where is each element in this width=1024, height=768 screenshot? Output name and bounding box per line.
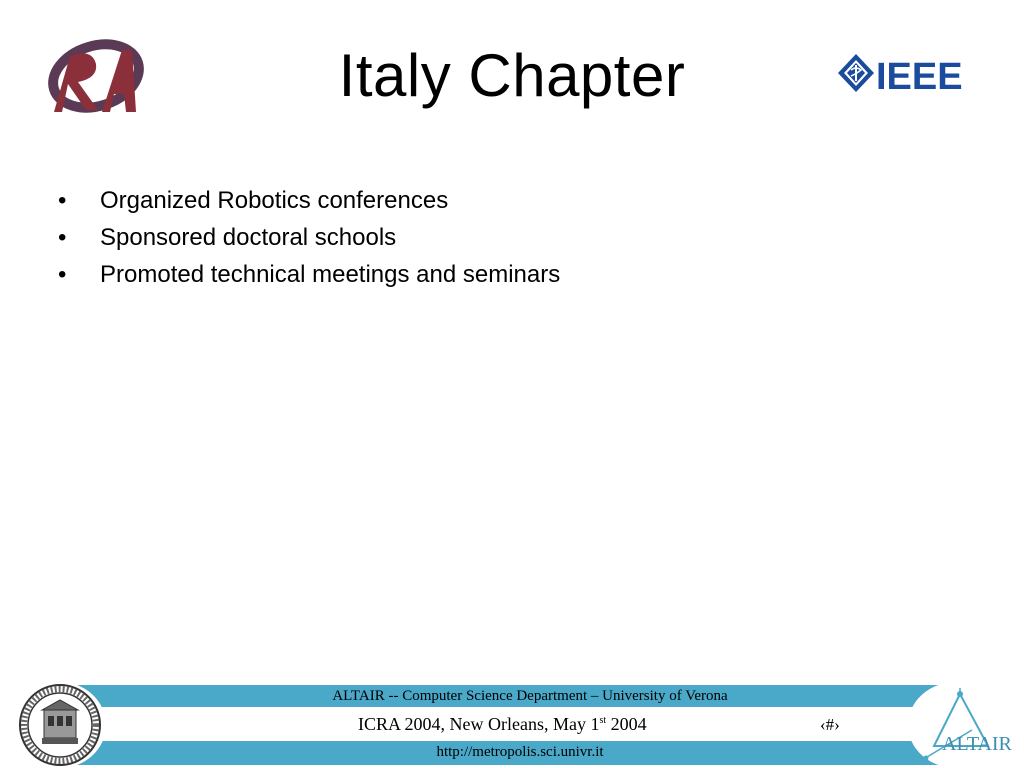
bullet-marker: • [58, 261, 67, 288]
altair-logo [912, 686, 1012, 766]
page-number: ‹#› [820, 715, 840, 734]
altair-text: ALTAIR [942, 733, 1012, 755]
bullet-text: Organized Robotics conferences [100, 187, 449, 214]
bullet-marker: • [58, 187, 67, 214]
ieee-logo [836, 52, 976, 98]
footer-event-text: ICRA 2004, New Orleans, May 1 [358, 714, 600, 734]
slide-footer [0, 678, 1024, 768]
footer-event [358, 714, 647, 735]
university-seal-icon [16, 682, 104, 768]
bullet-item [58, 219, 560, 256]
footer-url: http://metropolis.sci.univr.it [436, 744, 604, 760]
slide-title: Italy Chapter [338, 42, 686, 109]
bullet-marker: • [58, 224, 67, 251]
bullet-item [58, 256, 560, 293]
bullet-item [58, 182, 560, 219]
bullet-text: Sponsored doctoral schools [100, 224, 397, 251]
ieee-diamond-icon [838, 54, 874, 92]
ieee-text: IEEE [876, 56, 963, 98]
bullet-text: Promoted technical meetings and seminars [100, 261, 561, 288]
footer-affiliation: ALTAIR -- Computer Science Department – University of Verona [332, 688, 728, 704]
bullet-list [58, 182, 560, 293]
footer-event-year: 2004 [606, 714, 647, 734]
footer-event-sup: st [599, 715, 607, 726]
